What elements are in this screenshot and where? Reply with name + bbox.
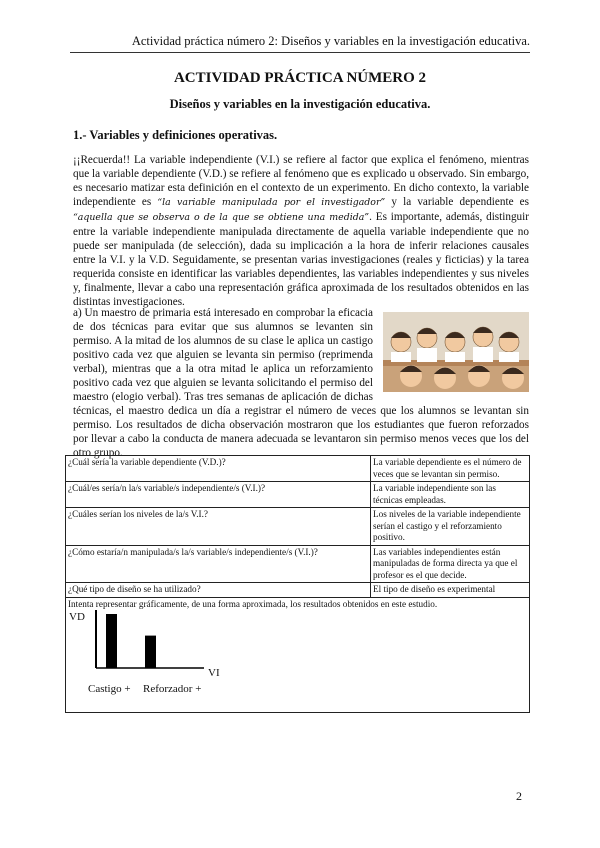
y-axis-label: VD [69, 610, 85, 623]
graph-prompt: Intenta representar gráficamente, de una forma aproximada, los resultados obtenidos en este estudio. [68, 598, 438, 609]
running-header: Actividad práctica número 2: Diseños y variables en la investigación educativa. [70, 34, 530, 53]
table-row [66, 456, 530, 482]
page-subtitle: Diseños y variables en la investigación educativa. [169, 97, 431, 111]
answer-cell[interactable]: La variable independiente son las técnicas empleadas. [371, 482, 530, 508]
question-cell: ¿Cuál/es sería/n la/s variable/s independiente/s (V.I.)? [66, 482, 371, 508]
answer-cell[interactable]: Los niveles de la variable independiente serían el castigo y el reforzamiento positivo. [371, 508, 530, 546]
intro-paragraph [73, 153, 529, 309]
bar-castigo [106, 614, 117, 668]
classroom-photo [383, 312, 529, 392]
question-cell: ¿Cuáles serían los niveles de la/s V.I.? [66, 508, 371, 546]
bar-reforzador [145, 635, 156, 667]
question-cell: ¿Cuál sería la variable dependiente (V.D.)? [66, 456, 371, 482]
table-row [66, 545, 530, 583]
intro-text-2: y la variable dependiente es [385, 196, 529, 208]
category-label-reforzador: Reforzador + [143, 682, 202, 695]
intro-quote-1: “la variable manipulada por el investigador” [157, 197, 386, 208]
case-a-paragraph [73, 306, 529, 460]
x-axis-label: VI [208, 666, 220, 679]
answer-cell[interactable]: Las variables independientes están manipuladas de forma directa ya que el profesor es el que decide. [371, 545, 530, 583]
category-label-castigo: Castigo + [88, 682, 131, 695]
intro-text-3: . Es importante, además, distinguir entre la variable independiente manipulada directamente de aquella variable independiente que no puede ser manipulada (de selección), dada su implicación a la hora de inferir relaciones causales entre la V.I. y la V.D. Seguidamente, se presentan varias investigaciones (reales y ficticias) y la tarea requerida consiste en identificar las variables dependientes, las variables independientes y sus niveles y, finalmente, llevar a cabo una representación gráfica aproximada de los resultados obtenidos en las distintas investigaciones. [73, 211, 529, 308]
table-row [66, 583, 530, 598]
page-number: 2 [516, 789, 522, 803]
answer-table [65, 455, 530, 713]
page-title: ACTIVIDAD PRÁCTICA NÚMERO 2 [173, 70, 427, 86]
question-cell: ¿Qué tipo de diseño se ha utilizado? [66, 583, 371, 598]
graph-row [66, 597, 530, 712]
intro-text-1: ¡¡Recuerda!! La variable independiente (V.I.) se refiere al factor que explica el fenómeno, mientras que la variable dependiente (V.D.) se refiere al fenómeno que es explicado u observado. Sin embargo, es necesario matizar esta definición en el contexto de un experimento. En dicho contexto, la variable independiente es [73, 154, 529, 208]
table-row [66, 508, 530, 546]
answer-cell[interactable]: El tipo de diseño es experimental [371, 583, 530, 598]
case-a-text: a) Un maestro de primaria está interesado en comprobar la eficacia de dos técnicas para evitar que sus alumnos se levanten sin permiso. A la mitad de los alumnos de su clase le aplica un castigo positivo cada vez que alguien se levanta sin permiso (reprimenda verbal), mientras que a la otra mitad le aplica un reforzamiento positivo cada vez que alguien se levanta solicitando el permiso del maestro (elogio verbal). Tras tres semanas de aplicación de dichas técnicas, el maestro dedica un día a registrar el número de veces que los alumnos se levantan sin permiso. Los resultados de dicha observación mostraron que los estudiantes que fueron reforzados por llevar a cabo la conducta de manera adecuada se levantaron sin permiso menos veces que los del otro grupo. [73, 307, 529, 459]
answer-cell[interactable]: La variable dependiente es el número de veces que se levantan sin permiso. [371, 456, 530, 482]
section-heading: 1.- Variables y definiciones operativas. [73, 128, 278, 142]
table-row [66, 482, 530, 508]
graph-cell[interactable] [66, 597, 530, 712]
intro-quote-2: “aquella que se observa o de la que se obtiene una medida” [73, 212, 370, 223]
question-cell: ¿Cómo estaría/n manipulada/s la/s variable/s independiente/s (V.I.)? [66, 545, 371, 583]
results-chart [66, 598, 226, 678]
